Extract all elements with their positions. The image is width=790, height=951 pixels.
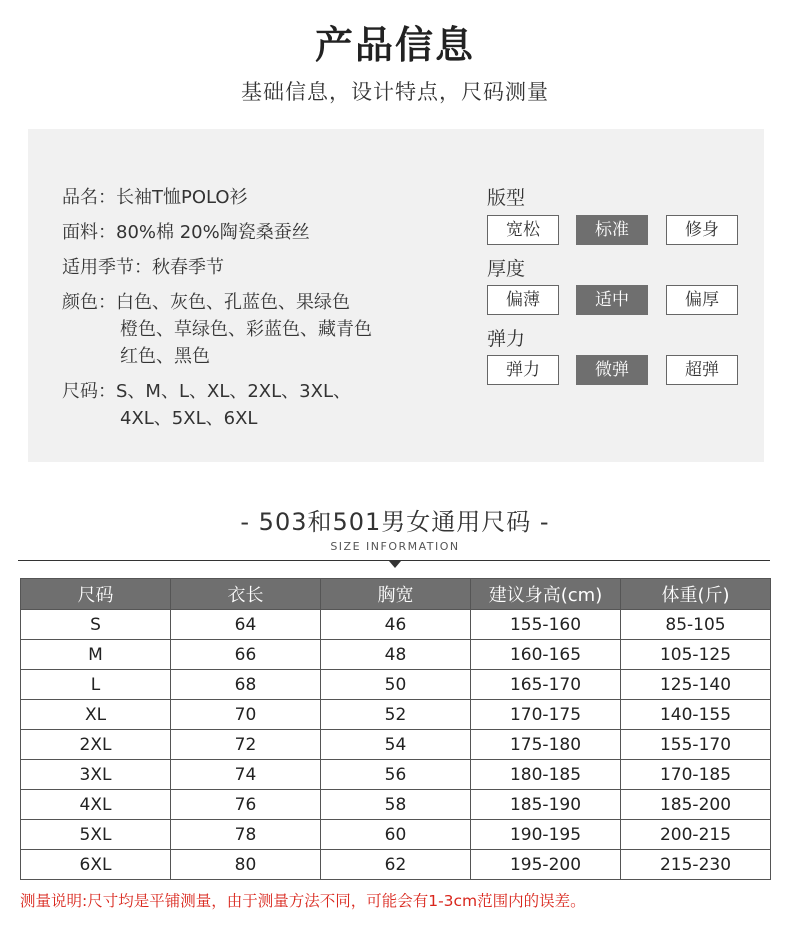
cell-height: 175-180 (471, 730, 621, 760)
product-info-panel (28, 129, 764, 462)
cell-chest: 62 (321, 850, 471, 880)
fit-option-standard: 标准 (576, 215, 648, 245)
size-section-english: SIZE INFORMATION (330, 540, 460, 553)
cell-weight: 170-185 (621, 760, 771, 790)
spec-name (62, 183, 248, 209)
table-row (21, 610, 771, 640)
cell-length: 64 (171, 610, 321, 640)
fit-option-loose: 宽松 (487, 215, 559, 245)
spec-season (62, 253, 224, 279)
size-table (20, 578, 771, 880)
cell-length: 68 (171, 670, 321, 700)
spec-season-label: 适用季节： (62, 257, 152, 278)
cell-height: 165-170 (471, 670, 621, 700)
table-row (21, 820, 771, 850)
measurement-note: 测量说明:尺寸均是平铺测量，由于测量方法不同，可能会有1-3cm范围内的误差。 (20, 892, 586, 910)
cell-chest: 60 (321, 820, 471, 850)
spec-color-label: 颜色： (62, 292, 116, 313)
spec-color-line-2: 橙色、草绿色、彩蓝色、藏青色 (120, 319, 372, 340)
cell-chest: 56 (321, 760, 471, 790)
header-length: 衣长 (171, 579, 321, 610)
table-row (21, 790, 771, 820)
divider-notch-icon (389, 561, 401, 568)
spec-fabric (62, 218, 310, 244)
elasticity-option-super: 超弹 (666, 355, 738, 385)
table-row (21, 760, 771, 790)
spec-name-value: 长袖T恤POLO衫 (116, 187, 248, 208)
spec-color (62, 288, 350, 314)
attr-fit-title: 版型 (487, 187, 526, 209)
spec-size-label: 尺码： (62, 381, 116, 402)
table-row (21, 700, 771, 730)
cell-size: 5XL (21, 820, 171, 850)
cell-weight: 85-105 (621, 610, 771, 640)
header-weight: 体重(斤) (621, 579, 771, 610)
cell-chest: 46 (321, 610, 471, 640)
cell-weight: 200-215 (621, 820, 771, 850)
cell-weight: 215-230 (621, 850, 771, 880)
cell-weight: 185-200 (621, 790, 771, 820)
spec-season-value: 秋春季节 (152, 257, 224, 278)
cell-size: S (21, 610, 171, 640)
fit-option-slim: 修身 (666, 215, 738, 245)
cell-length: 72 (171, 730, 321, 760)
cell-chest: 58 (321, 790, 471, 820)
spec-size-line-1: S、M、L、XL、2XL、3XL、 (116, 381, 351, 402)
header-size: 尺码 (21, 579, 171, 610)
attr-elasticity-title: 弹力 (487, 328, 526, 350)
size-section-heading: - 503和501男女通用尺码 - (240, 508, 550, 536)
cell-height: 180-185 (471, 760, 621, 790)
table-row (21, 670, 771, 700)
thickness-option-thin: 偏薄 (487, 285, 559, 315)
cell-size: 3XL (21, 760, 171, 790)
cell-chest: 54 (321, 730, 471, 760)
cell-size: L (21, 670, 171, 700)
cell-weight: 105-125 (621, 640, 771, 670)
spec-color-line-1: 白色、灰色、孔蓝色、果绿色 (116, 292, 350, 313)
table-row (21, 850, 771, 880)
cell-height: 185-190 (471, 790, 621, 820)
table-header-row (21, 579, 771, 610)
cell-length: 74 (171, 760, 321, 790)
cell-length: 78 (171, 820, 321, 850)
table-row (21, 730, 771, 760)
cell-weight: 155-170 (621, 730, 771, 760)
table-row (21, 640, 771, 670)
spec-size-line-2: 4XL、5XL、6XL (120, 408, 258, 429)
spec-fabric-value: 80%棉 20%陶瓷桑蚕丝 (116, 222, 310, 243)
cell-size: XL (21, 700, 171, 730)
cell-height: 170-175 (471, 700, 621, 730)
cell-chest: 50 (321, 670, 471, 700)
cell-size: M (21, 640, 171, 670)
page-subtitle: 基础信息，设计特点，尺码测量 (241, 80, 549, 104)
cell-size: 6XL (21, 850, 171, 880)
header-chest: 胸宽 (321, 579, 471, 610)
thickness-option-thick: 偏厚 (666, 285, 738, 315)
cell-length: 76 (171, 790, 321, 820)
cell-chest: 52 (321, 700, 471, 730)
cell-weight: 125-140 (621, 670, 771, 700)
cell-chest: 48 (321, 640, 471, 670)
cell-weight: 140-155 (621, 700, 771, 730)
cell-length: 66 (171, 640, 321, 670)
cell-height: 160-165 (471, 640, 621, 670)
elasticity-option-slight: 微弹 (576, 355, 648, 385)
spec-color-line-3: 红色、黑色 (120, 346, 210, 367)
cell-length: 80 (171, 850, 321, 880)
attr-thickness-title: 厚度 (487, 258, 526, 280)
spec-name-label: 品名： (62, 187, 116, 208)
thickness-option-medium: 适中 (576, 285, 648, 315)
cell-height: 195-200 (471, 850, 621, 880)
cell-height: 155-160 (471, 610, 621, 640)
spec-fabric-label: 面料： (62, 222, 116, 243)
header-height: 建议身高(cm) (471, 579, 621, 610)
cell-length: 70 (171, 700, 321, 730)
cell-height: 190-195 (471, 820, 621, 850)
spec-size (62, 377, 351, 403)
cell-size: 2XL (21, 730, 171, 760)
page-title: 产品信息 (314, 23, 475, 67)
elasticity-option-stretch: 弹力 (487, 355, 559, 385)
cell-size: 4XL (21, 790, 171, 820)
